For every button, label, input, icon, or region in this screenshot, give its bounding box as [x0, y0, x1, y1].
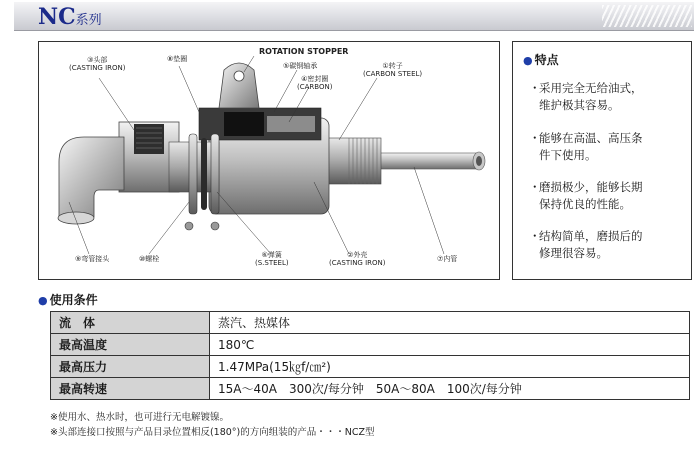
condition-key: 最高转速 [51, 378, 210, 400]
condition-key: 流 体 [51, 312, 210, 334]
label-bearing: ⑤碳钢轴承 [283, 62, 318, 70]
condition-value: 蒸汽、热媒体 [210, 312, 690, 334]
middle-dot-icon: ・ [529, 131, 541, 145]
condition-key: 最高温度 [51, 334, 210, 356]
rotary-joint-illustration [38, 41, 500, 280]
condition-value: 15A～40A 300次/每分钟 50A～80A 100次/每分钟 [210, 378, 690, 400]
condition-value: 180℃ [210, 334, 690, 356]
label-rotor: ①转子 (CARBON STEEL) [363, 62, 423, 78]
feature-item: ・ 能够在高温、高压条 件下使用。 [529, 131, 643, 162]
label-elbow: ⑨弯管接头 [75, 255, 110, 263]
label-washer: ⑧垫圈 [167, 55, 188, 63]
features-box [512, 41, 692, 280]
middle-dot-icon: ・ [529, 81, 541, 95]
series-subtitle: 系列 [75, 13, 102, 28]
label-rotation-stopper: ROTATION STOPPER [259, 47, 349, 56]
rotary-joint-drawing [39, 42, 499, 279]
header-stripes [602, 5, 692, 27]
bullet-dot-icon: ● [38, 294, 48, 307]
features-title: ● 特点 [523, 53, 559, 67]
conditions-table [50, 311, 690, 400]
elbow-shape [59, 137, 124, 217]
bullet-dot-icon: ● [523, 54, 533, 67]
table-row [51, 378, 690, 400]
label-inner-pipe: ⑦内管 [437, 255, 458, 263]
conditions-title: ● 使用条件 [38, 293, 98, 307]
label-bolt: ⑩螺栓 [139, 255, 160, 263]
feature-item: ・ 结构简单，磨损后的 修理很容易。 [529, 229, 643, 260]
series-title: NC系列 [38, 4, 102, 30]
bolt-shape [185, 222, 193, 230]
label-head: ③头部 (CASTING IRON) [69, 56, 126, 72]
condition-key: 最高压力 [51, 356, 210, 378]
series-header [14, 2, 694, 31]
label-seal: ④密封圈 (CARBON) [297, 75, 333, 91]
condition-value: 1.47MPa(15㎏f/㎝²) [210, 356, 690, 378]
rotation-stopper-shape [219, 63, 259, 108]
table-row [51, 334, 690, 356]
middle-dot-icon: ・ [529, 229, 541, 243]
washer-shape [189, 134, 197, 214]
table-row [51, 356, 690, 378]
note-line: ※头部连接口按照与产品目录位置相反(180°)的方向组装的产品・・・NCZ型 [50, 427, 375, 438]
feature-item: ・ 采用完全无给油式， 维护极其容易。 [529, 81, 643, 112]
feature-item: ・ 磨损极少，能够长期 保持优良的性能。 [529, 180, 643, 211]
note-line: ※使用水、热水时，也可进行无电解镀镍。 [50, 412, 229, 423]
label-spring: ⑥弹簧 (S.STEEL) [255, 251, 289, 267]
table-row [51, 312, 690, 334]
middle-dot-icon: ・ [529, 180, 541, 194]
label-housing: ②外壳 (CASTING IRON) [329, 251, 386, 267]
inner-pipe-shape [369, 153, 479, 169]
